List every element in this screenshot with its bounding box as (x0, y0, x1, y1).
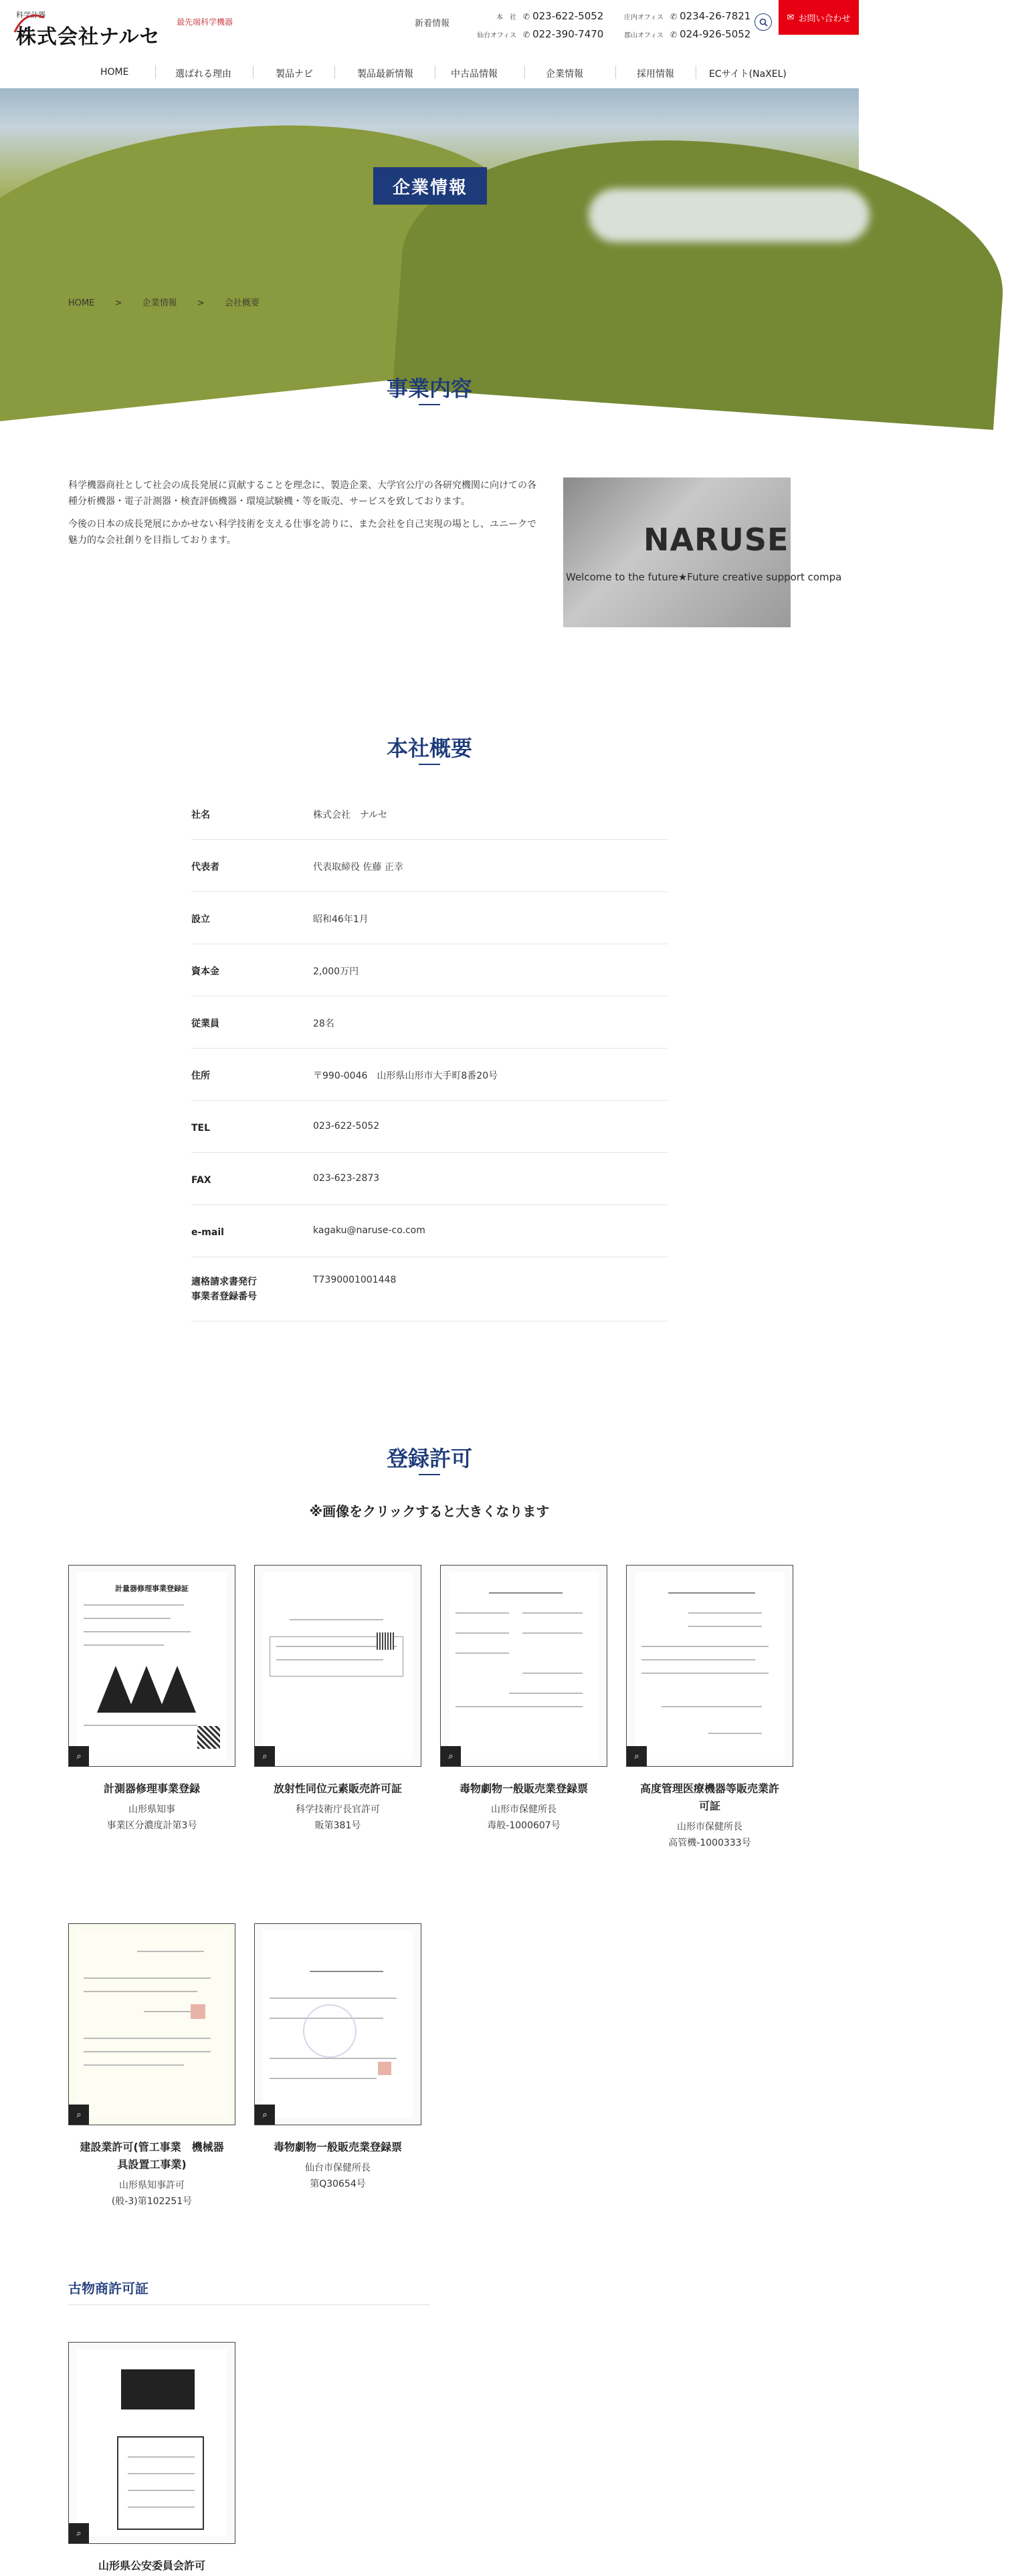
contact-sendai[interactable]: 仙台オフィス ✆ 022-390-7470 (477, 28, 604, 40)
row-key: 適格請求書発行 事業者登録番号 (191, 1277, 257, 1302)
nav-company[interactable]: 企業情報 (546, 69, 583, 80)
license-card (254, 1565, 421, 1834)
business-paragraph: 科学機器商社として社会の成長発展に貢献することを理念に、製造企業、大学官公庁の各研究機関に向けての各種分析機器・電子計測器・検査評価機器・環境試験機・等を販売、サービスを致しております。 (68, 480, 536, 507)
license-title: 毒物劇物一般販売業登録票 (273, 2141, 402, 2153)
breadcrumb (68, 296, 277, 308)
business-text (68, 477, 536, 555)
email-link[interactable]: kagaku@naruse-co.com (313, 1225, 425, 1236)
nav-product-news[interactable]: 製品最新情報 (357, 69, 413, 80)
row-value: 023-623-2873 (313, 1173, 380, 1184)
mail-icon: ✉ (787, 12, 795, 23)
license-thumbnail[interactable] (254, 1565, 421, 1767)
zoom-icon: ⌕ (255, 2105, 275, 2125)
table-row (191, 948, 668, 996)
row-value: 代表取締役 佐藤 正幸 (313, 862, 403, 873)
table-row (191, 1053, 668, 1101)
business-title: 事業内容 (386, 376, 472, 401)
row-value: 〒990-0046 山形県山形市大手町8番20号 (313, 1071, 498, 1081)
license-card (68, 1923, 235, 2210)
zoom-icon: ⌕ (69, 2105, 89, 2125)
row-value: 昭和46年1月 (313, 914, 369, 925)
breadcrumb-sep: > (114, 298, 122, 308)
nav-product-navi[interactable]: 製品ナビ (276, 69, 313, 80)
license-title: 山形県公安委員会許可 (98, 2559, 205, 2572)
license-card (68, 2342, 235, 2575)
company-title: 本社概要 (386, 736, 472, 761)
news-link[interactable]: 新着情報 (415, 19, 450, 29)
logo-small-text: 科学計器 (16, 11, 45, 19)
table-row (191, 1209, 668, 1257)
license-title: 建設業許可(管工事業 機械器 具設置工事業) (80, 2141, 224, 2171)
row-key: 資本金 (191, 966, 219, 977)
title-underline (419, 764, 440, 765)
license-thumbnail[interactable] (68, 1565, 235, 1767)
search-button[interactable] (754, 13, 772, 31)
license-sub: 仙台市保健所長 第Q30654号 (305, 2163, 371, 2189)
contact-shonai[interactable]: 庄内オフィス ✆ 0234-26-7821 (624, 10, 751, 22)
license-card (626, 1565, 793, 1851)
phone-icon: ✆ (523, 30, 530, 39)
table-row (191, 1000, 668, 1049)
breadcrumb-home[interactable]: HOME (68, 298, 95, 308)
license-sub: 山形県知事許可 (般-3)第102251号 (111, 2180, 193, 2207)
zoom-icon: ⌕ (69, 2523, 89, 2543)
title-underline (419, 404, 440, 405)
zoom-icon: ⌕ (69, 1746, 89, 1766)
hero-title: 企業情報 (373, 167, 487, 205)
contact-koriyama[interactable]: 郡山オフィス ✆ 024-926-5052 (624, 28, 751, 40)
heading-divider (68, 2304, 429, 2305)
logo-main-text: 株式会社ナルセ (16, 25, 161, 49)
nav-home[interactable]: HOME (100, 67, 129, 78)
table-row (191, 1157, 668, 1205)
stamp-graphic (97, 1659, 197, 1713)
nav-ec-site[interactable]: ECサイト(NaXEL) (709, 69, 787, 80)
row-key: TEL (191, 1123, 211, 1134)
breadcrumb-sep: > (197, 298, 205, 308)
license-thumbnail[interactable] (68, 1923, 235, 2125)
license-card (440, 1565, 607, 1834)
title-underline (419, 1474, 440, 1475)
breadcrumb-company[interactable]: 企業情報 (142, 298, 177, 308)
zoom-icon: ⌕ (255, 1746, 275, 1766)
row-key: 従業員 (191, 1018, 219, 1029)
license-title: 毒物劇物一般販売業登録票 (459, 1782, 588, 1795)
table-row (191, 844, 668, 892)
inquiry-button[interactable]: ✉ お問い合わせ (779, 0, 859, 35)
business-paragraph: 今後の日本の成長発展にかかせない科学技術を支える仕事を誇りに、また会社を自己実現の場とし、ユニークで魅力的な会社創りを目指しております。 (68, 519, 536, 546)
phone-icon: ✆ (523, 12, 530, 21)
nav-recruit[interactable]: 採用情報 (637, 69, 674, 80)
zoom-icon: ⌕ (441, 1746, 461, 1766)
license-sub: 山形市保健所長 毒般-1000607号 (487, 1804, 561, 1831)
hero-cloud (589, 189, 870, 242)
contact-block-left (468, 8, 603, 44)
license-title: 高度管理医療機器等販売業許 可証 (639, 1782, 779, 1812)
phone-icon: ✆ (670, 12, 678, 21)
row-key: 住所 (191, 1071, 210, 1081)
row-key: FAX (191, 1175, 211, 1186)
photo-sign-subtext: Welcome to the future★Future creative support compa (566, 571, 842, 583)
business-photo (563, 477, 842, 627)
site-logo[interactable] (16, 9, 161, 49)
license-sub: 山形市保健所長 高管機-1000333号 (668, 1822, 751, 1848)
license-thumbnail[interactable] (254, 1923, 421, 2125)
row-key: 設立 (191, 914, 210, 925)
row-value: 023-622-5052 (313, 1121, 380, 1132)
license-sub: 科学技術庁長官許可 販第381号 (296, 1804, 380, 1831)
license-title: 放射性同位元素販売許可証 (273, 1782, 402, 1795)
license-thumbnail[interactable] (440, 1565, 607, 1767)
breadcrumb-current: 会社概要 (224, 298, 260, 308)
global-nav (0, 60, 859, 87)
licenses-title: 登録許可 (386, 1446, 472, 1471)
license-card (254, 1923, 421, 2192)
contact-block-right (615, 8, 750, 44)
license-sub: 山形県知事 事業区分濃度計第3号 (106, 1804, 197, 1831)
row-key: 代表者 (191, 862, 219, 873)
row-key: e-mail (191, 1227, 224, 1238)
table-row (191, 792, 668, 840)
license-title: 計測器修理事業登録 (103, 1782, 200, 1795)
logo-swoosh-icon (13, 12, 47, 36)
search-icon (759, 18, 768, 27)
antique-heading: 古物商許可証 (68, 2280, 148, 2296)
contact-honsha[interactable]: 本 社 ✆ 023-622-5052 (496, 10, 604, 22)
table-row (191, 896, 668, 944)
row-value: 2,000万円 (313, 966, 359, 977)
table-row (191, 1105, 668, 1153)
nav-used-products[interactable]: 中古品情報 (451, 69, 498, 80)
phone-icon: ✆ (670, 30, 678, 39)
license-thumbnail[interactable] (626, 1565, 793, 1767)
licenses-note: ※画像をクリックすると大きくなります (309, 1503, 550, 1519)
zoom-icon: ⌕ (627, 1746, 647, 1766)
row-value: 28名 (313, 1018, 334, 1029)
table-row (191, 1261, 668, 1321)
photo-sign-text: NARUSE (643, 522, 789, 558)
doc-heading: 計量器修理事業登録証 (115, 1584, 189, 1593)
site-header (0, 0, 859, 60)
row-value: T7390001001448 (313, 1275, 397, 1285)
tagline: 最先端科学機器 (177, 17, 233, 27)
row-key: 社名 (191, 810, 210, 821)
license-card (68, 1565, 235, 1834)
license-thumbnail[interactable] (68, 2342, 235, 2544)
row-value: 株式会社 ナルセ (313, 810, 388, 821)
nav-reasons[interactable]: 選ばれる理由 (175, 69, 231, 80)
